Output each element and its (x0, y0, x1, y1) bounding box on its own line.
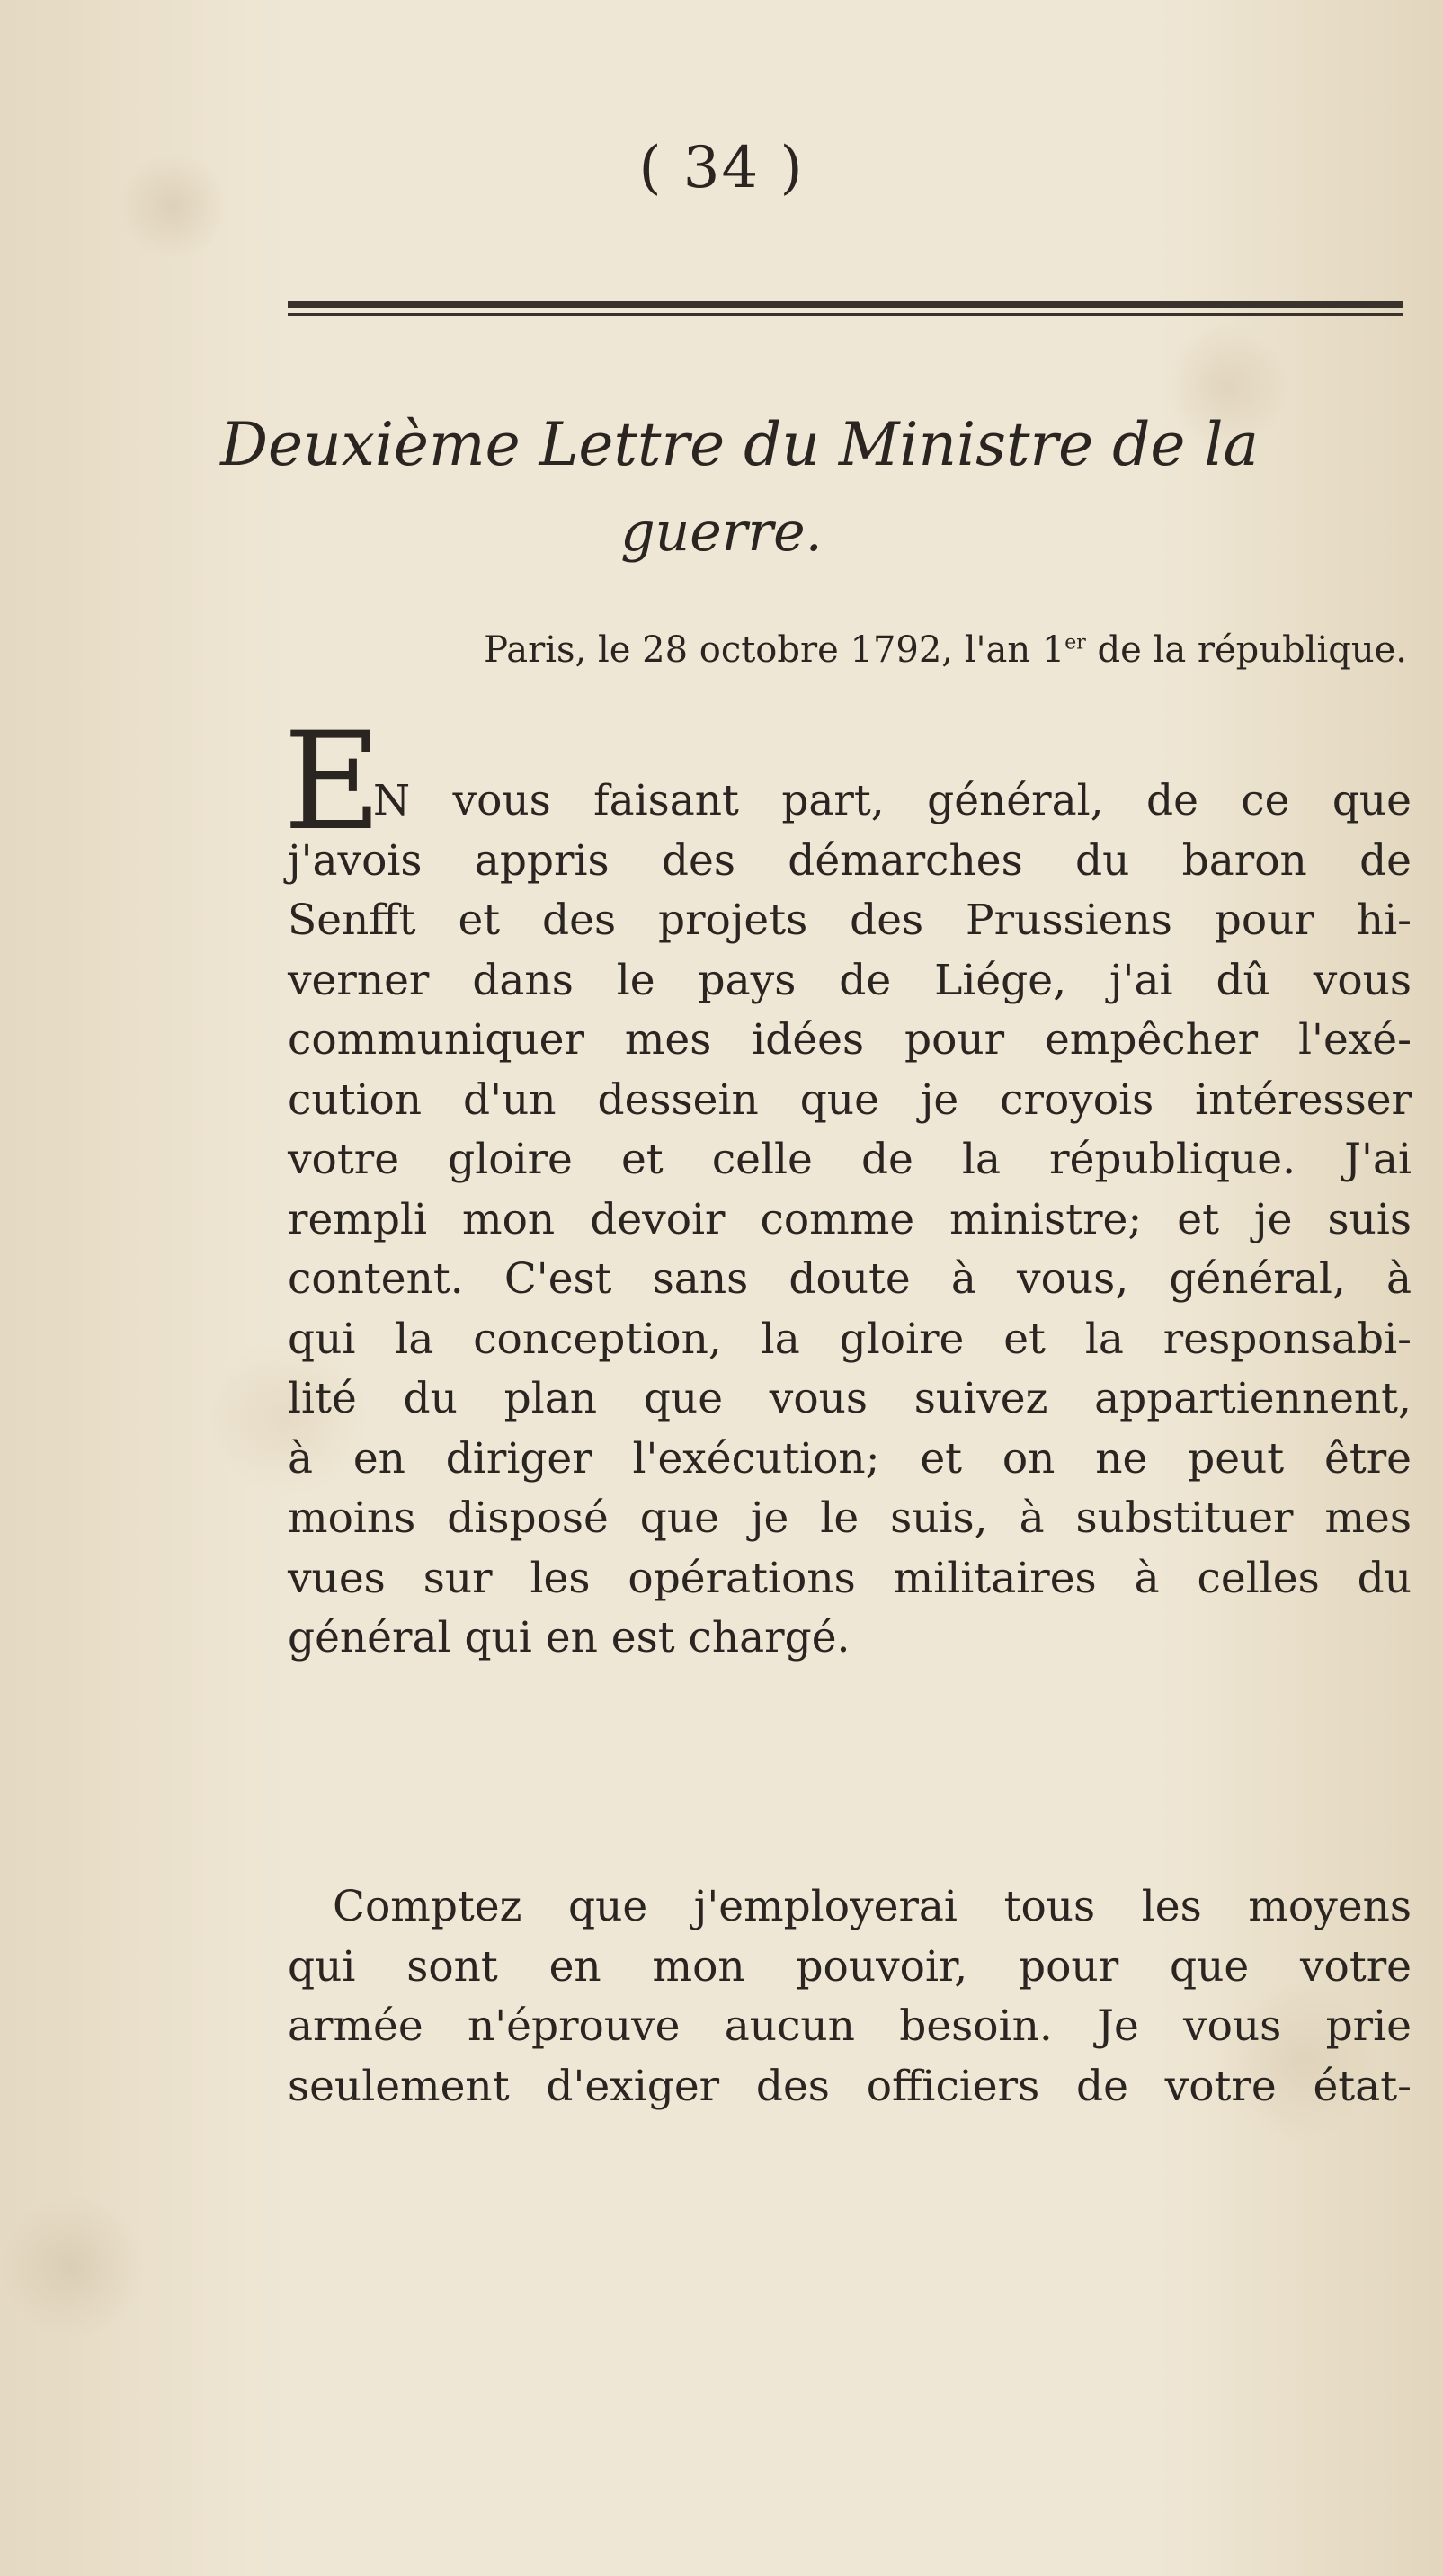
header-rule-thick (288, 301, 1403, 308)
dateline-end: de la république. (1085, 629, 1407, 671)
text-line: communiquer mes idées pour empêcher l'exé- (288, 1015, 1412, 1065)
text-line: votre gloire et celle de la république. J'ai (288, 1135, 1412, 1184)
text-line: rempli mon devoir comme ministre; et je suis (288, 1194, 1412, 1244)
text-line: Comptez que j'employerai tous les moyens (333, 1882, 1412, 1931)
text-line: cution d'un dessein que je croyois intéresser (288, 1074, 1412, 1125)
text-line: verner dans le pays de Liége, j'ai dû vous (288, 955, 1412, 1005)
dateline-main: Paris, le 28 octobre 1792, l'an 1 (484, 629, 1065, 671)
text-line: N vous faisant part, général, de ce que (373, 776, 1412, 825)
paragraph-2 (288, 1877, 1412, 2117)
text-line: vues sur les opérations militaires à celles du (288, 1553, 1412, 1603)
text-line: à en diriger l'exécution; et on ne peut être (288, 1433, 1412, 1484)
text-line: lité du plan que vous suivez appartiennent, (288, 1374, 1412, 1423)
text-line: j'avois appris des démarches du baron de (288, 835, 1412, 886)
text-line: seulement d'exiger des officiers de votre état- (288, 2061, 1412, 2111)
text-line: armée n'éprouve aucun besoin. Je vous prie (288, 2001, 1412, 2051)
text-line: moins disposé que je le suis, à substituer mes (288, 1493, 1412, 1543)
header-rule (288, 301, 1403, 317)
text-line: Senfft et des projets des Prussiens pour hi- (288, 896, 1412, 945)
drop-cap: E (283, 704, 382, 860)
text-line: qui sont en mon pouvoir, pour que votre (288, 1941, 1412, 1992)
page-number: ( 34 ) (638, 135, 805, 201)
text-line: général qui en est chargé. (288, 1613, 851, 1662)
dateline-sup: er (1064, 631, 1086, 655)
text-line: content. C'est sans doute à vous, général, à (288, 1254, 1412, 1304)
dateline (288, 629, 1407, 671)
paragraph-1 (288, 771, 1412, 1669)
text-line: qui la conception, la gloire et la responsabi- (288, 1314, 1412, 1364)
letter-title-continued: guerre. (620, 501, 823, 564)
letter-title: Deuxième Lettre du Ministre de la (220, 410, 1259, 479)
header-rule-thin (288, 313, 1403, 316)
